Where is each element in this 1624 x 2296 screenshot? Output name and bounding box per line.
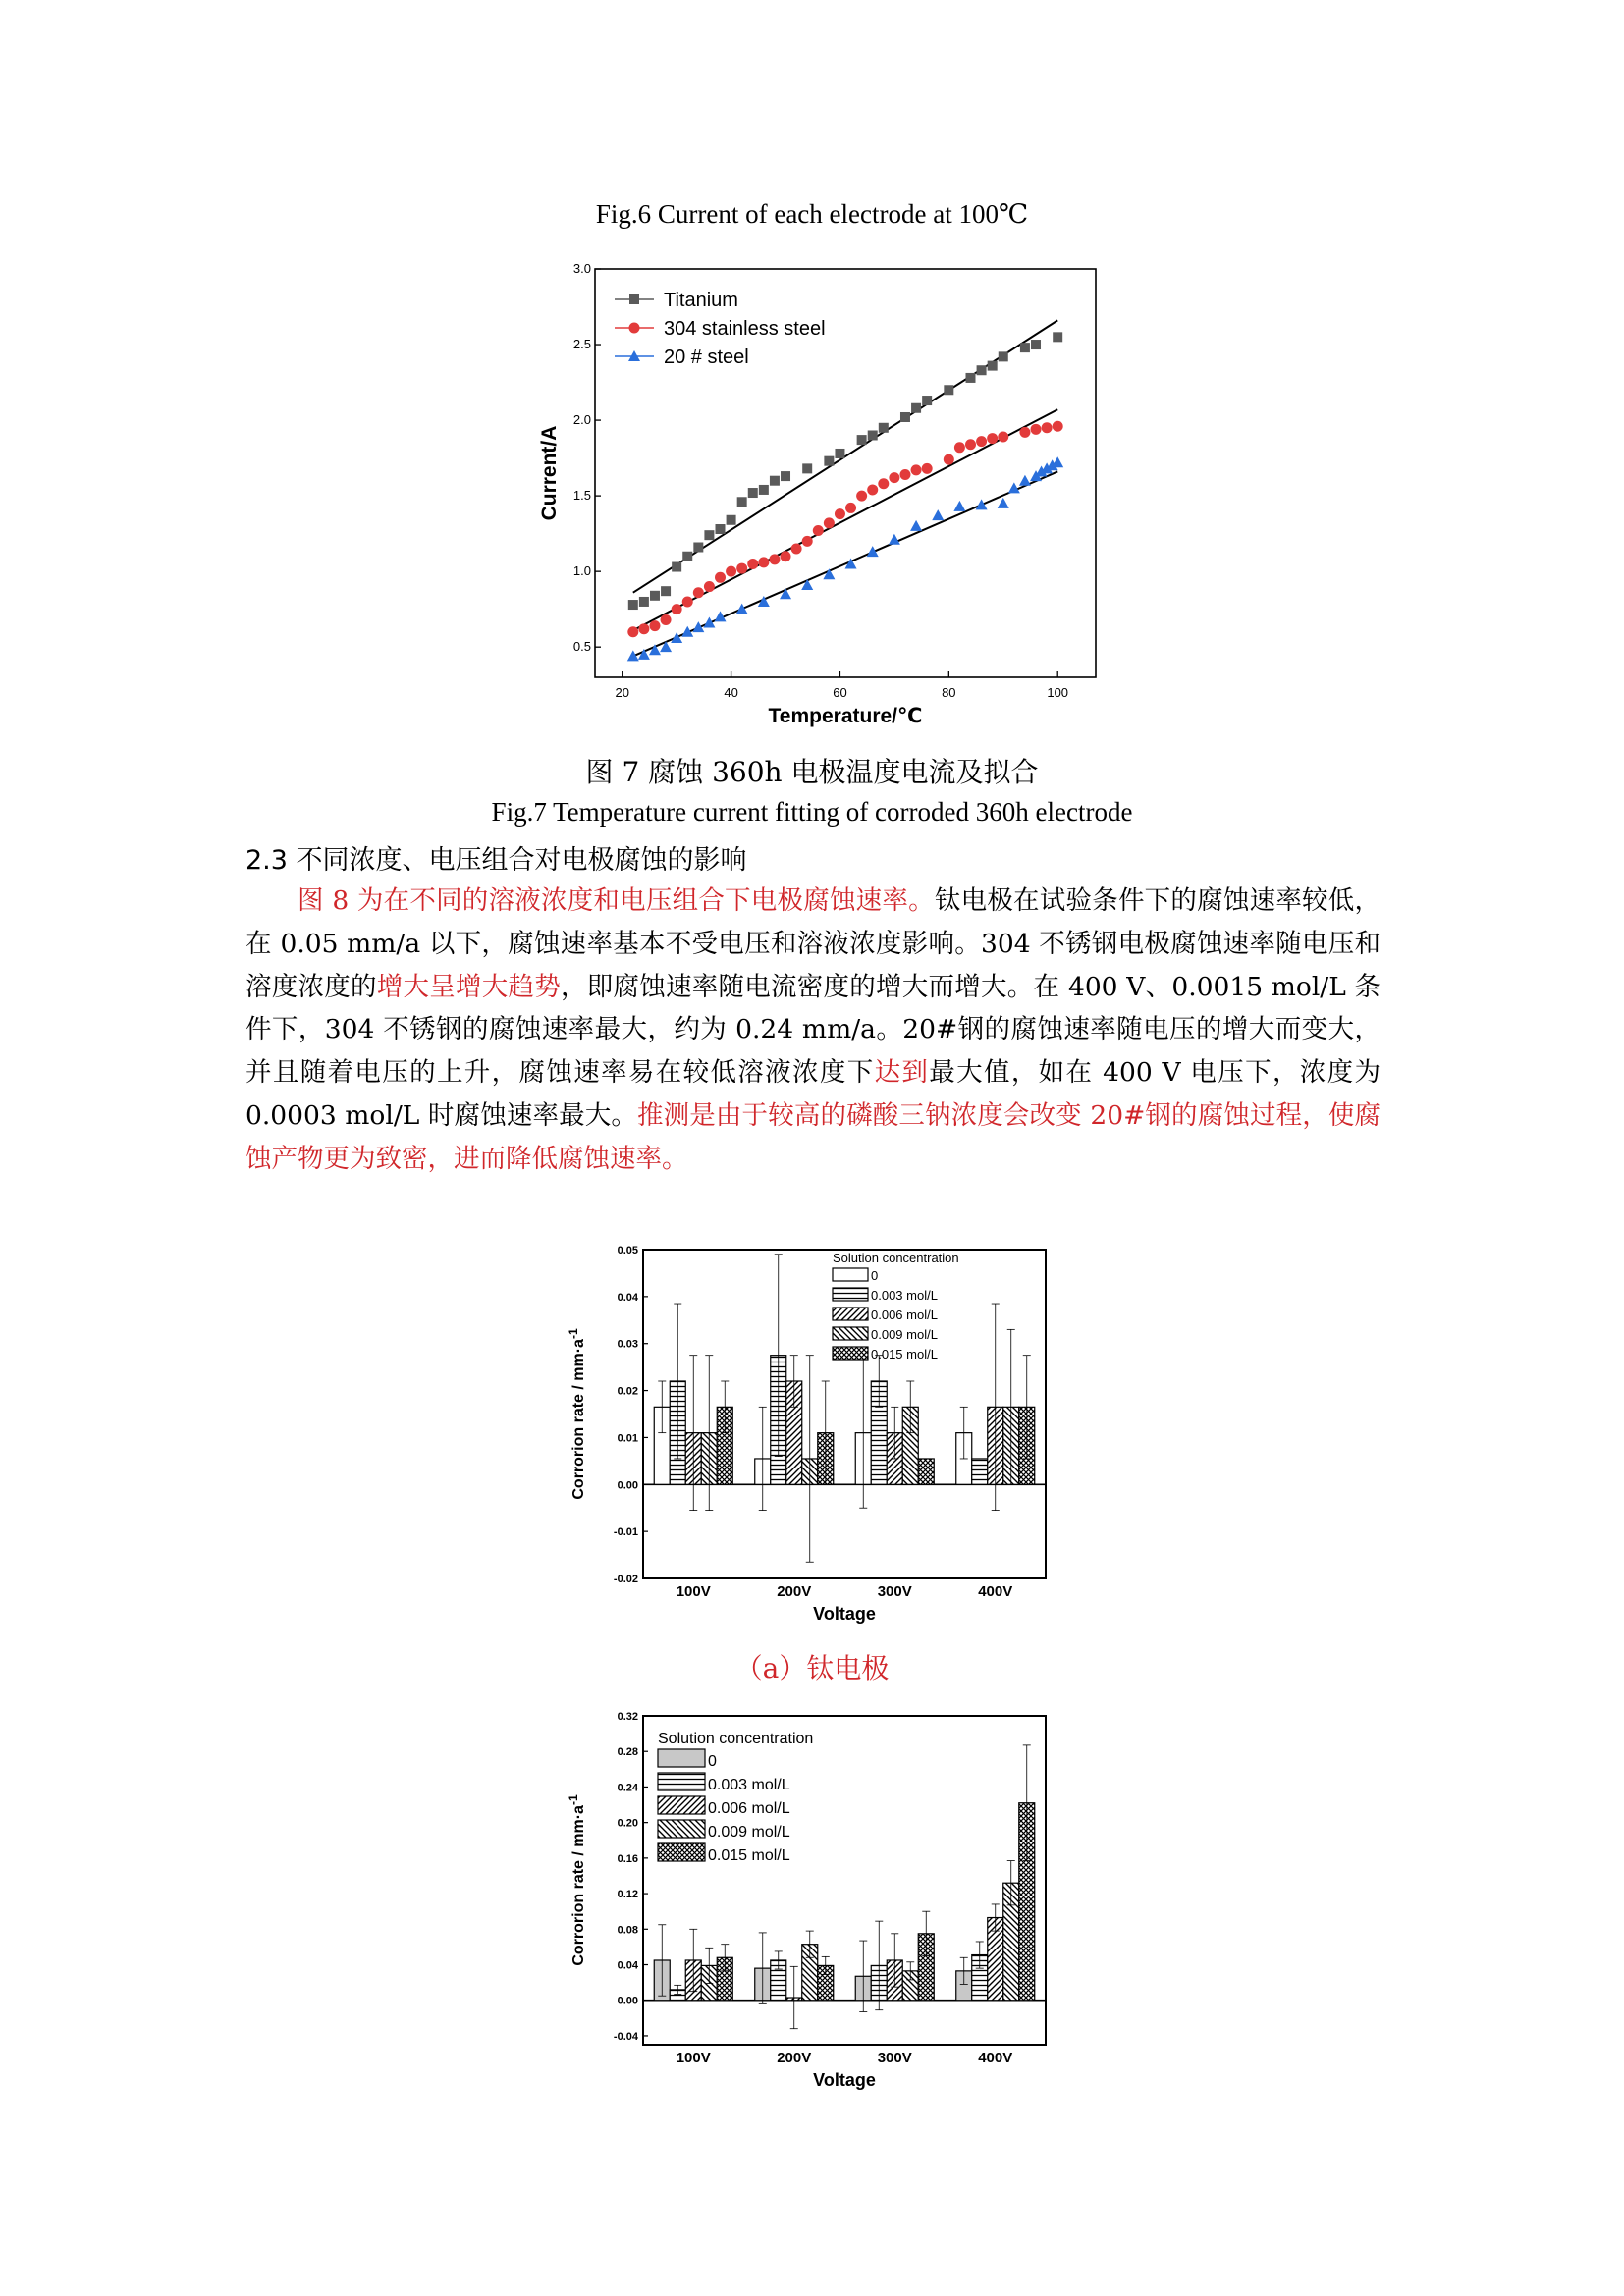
legend-swatch [658,1796,705,1814]
data-point [932,509,944,520]
data-point [671,632,682,643]
legend-swatch [833,1347,868,1360]
data-point [998,498,1009,508]
data-point [998,432,1008,443]
data-point [672,562,681,572]
x-tick-label: 80 [942,685,956,700]
legend-title: Solution concentration [658,1731,814,1747]
data-point [889,472,899,483]
legend-title: Solution concentration [833,1251,959,1265]
paragraph-segment: 增大呈增大趋势 [376,971,562,1002]
y-axis-label [567,1328,587,1500]
data-point [976,436,987,447]
paragraph-segment: 图 8 为在不同的溶液浓度和电压组合下电极腐蚀速率。 [298,885,935,916]
data-point [1020,343,1030,352]
data-point [682,596,693,607]
data-point [682,552,692,561]
data-point [758,557,769,567]
data-point [627,650,639,661]
fig7-caption-cn: 图 7 腐蚀 360h 电极温度电流及拟合 [585,756,1039,788]
data-point [1052,456,1063,467]
y-tick-label: 0.20 [617,1817,638,1830]
y-axis-label: Current/A [538,425,561,521]
legend-swatch [833,1288,868,1301]
y-tick-label: 0.03 [617,1338,638,1351]
data-point [899,469,910,480]
data-point [693,587,704,598]
data-point [629,323,640,334]
data-point [627,626,638,637]
data-point [878,478,889,489]
data-point [922,396,932,405]
paragraph-segment: 达到 [874,1057,930,1089]
y-tick-label: -0.02 [613,1574,638,1585]
data-point [639,597,649,607]
x-axis-label: Voltage [813,2070,876,2090]
x-category-label: 200V [777,2050,812,2066]
y-axis-label-text: Corrorion rate / mm·a [570,1805,587,1966]
data-point [629,294,639,304]
data-point [650,591,660,601]
legend-label: 0.003 mol/L [871,1288,938,1303]
x-category-label: 300V [877,1583,912,1600]
data-point [704,581,715,592]
data-point [977,365,987,375]
data-point [759,485,769,495]
data-point [661,614,672,625]
data-point [727,515,736,525]
y-tick-label: 0.05 [617,1245,638,1256]
data-point [1019,475,1031,486]
data-point [1031,340,1041,349]
y-tick-label: 1.5 [572,488,591,504]
x-category-label: 200V [777,1583,812,1600]
data-point [965,439,976,450]
bar [918,1459,934,1484]
x-tick-label: 20 [615,685,629,700]
fig8a-chart [560,1237,1070,1639]
y-tick-label: 2.5 [572,337,591,352]
data-point [672,604,682,614]
data-point [856,491,867,502]
legend-swatch [658,1843,705,1861]
y-tick-label: 0.01 [617,1432,638,1445]
y-tick-label: 3.0 [572,261,591,276]
x-tick-label: 40 [724,685,738,700]
y-tick-label: 0.24 [617,1782,638,1794]
y-tick-label: 0.08 [617,1924,638,1937]
data-point [802,536,813,547]
x-category-label: 100V [676,1583,711,1600]
data-point [910,520,922,531]
x-tick-label: 60 [833,685,847,700]
legend-label: 20 # steel [664,347,749,368]
legend-label: 0.009 mol/L [708,1824,790,1841]
x-category-label: 300V [877,2050,912,2066]
legend-label: 0.006 mol/L [871,1308,938,1322]
paragraph-segment: ，即腐蚀速率随电流密度的增大而增大。在 400 V、0.0015 mol/L 条件下，304 不锈钢的腐蚀速率最大，约为 0.24 mm/a。20#钢的腐蚀速率随电压的增大而变大，并且随着电压的上升，腐蚀速率易在较低溶液浓度下 [245,971,1381,1089]
legend-label: 304 stainless steel [664,318,826,340]
data-point [781,551,791,561]
data-point [922,463,933,474]
data-point [944,454,954,465]
data-point [987,433,998,444]
data-point [944,385,953,395]
fig7-chart [530,253,1119,744]
fig6-caption: Fig.6 Current of each electrode at 100℃ [595,199,1029,229]
paragraph-segment: 最大值，如在 400 V 电压下，浓度为 0.0003 mol/L 时腐蚀速率最大。 [245,1057,1381,1131]
legend-label: 0 [871,1268,879,1283]
fig8a-caption: （a）钛电极 [734,1652,890,1684]
data-point [1042,422,1053,433]
legend-swatch [658,1749,705,1767]
paragraph-segment: 钛电极在试验条件下的腐蚀速率较低，在 0.05 mm/a 以下，腐蚀速率基本不受电压和溶液浓度影响。304 不锈钢电极腐蚀速率随电压和溶度浓度的 [245,885,1380,1002]
data-point [801,579,813,590]
data-point [999,351,1008,361]
data-point [703,617,715,628]
x-category-label: 100V [676,2050,711,2066]
data-point [737,497,747,507]
y-tick-label: 0.28 [617,1746,638,1759]
series-triangle [627,456,1063,661]
x-category-label: 400V [978,2050,1013,2066]
legend-swatch [833,1268,868,1281]
x-axis-label: Voltage [813,1604,876,1624]
y-axis-label-sup: -1 [567,1794,580,1806]
data-point [693,542,703,552]
y-tick-label: 0.12 [617,1889,638,1901]
data-point [748,488,758,498]
data-point [845,503,856,513]
data-point [879,423,889,433]
data-point [966,373,976,383]
y-tick-label: 0.00 [617,1995,638,2007]
data-point [638,623,649,634]
data-point [868,430,878,440]
data-point [780,588,791,599]
data-point [736,604,748,614]
data-point [1031,424,1042,435]
data-point [857,435,867,445]
legend-label: 0 [708,1753,717,1770]
data-point [715,572,726,583]
legend-swatch [658,1820,705,1838]
legend-swatch [658,1773,705,1790]
data-point [1053,421,1063,432]
y-tick-label: 0.04 [617,1959,638,1972]
data-point [769,554,780,564]
data-point [770,476,780,486]
legend-label: 0.009 mol/L [871,1327,938,1342]
section-heading: 2.3 不同浓度、电压组合对电极腐蚀的影响 [245,845,747,876]
y-axis-label [567,1794,587,1966]
y-tick-label: 1.0 [572,563,591,579]
y-tick-label: 0.5 [572,639,591,655]
data-point [835,508,845,519]
legend-label: 0.015 mol/L [708,1847,790,1864]
y-tick-label: 2.0 [572,412,591,428]
fig7-caption-en: Fig.7 Temperature current fitting of corroded 360h electrode [491,797,1133,827]
legend-label: 0.003 mol/L [708,1777,790,1793]
data-point [791,544,802,555]
data-point [747,559,758,569]
bar [972,1459,988,1484]
data-point [954,442,965,453]
data-point [813,525,824,536]
data-point [661,586,671,596]
data-point [802,463,812,473]
data-point [736,563,747,574]
data-point [953,501,965,511]
data-point [704,530,714,540]
data-point [824,456,834,466]
x-category-label: 400V [978,1583,1013,1600]
y-tick-label: 0.02 [617,1385,638,1398]
fig8b-chart [560,1708,1070,2101]
data-point [1019,427,1030,438]
legend-label: Titanium [664,290,738,311]
x-axis-label: Temperature/℃ [768,705,923,727]
data-point [911,403,921,413]
data-point [716,524,726,534]
data-point [889,534,900,545]
y-tick-label: 0.00 [617,1479,638,1492]
y-tick-label: -0.01 [613,1526,638,1539]
y-tick-label: 0.04 [617,1291,638,1304]
data-point [900,412,910,422]
y-axis-label-sup: -1 [567,1328,580,1340]
data-point [649,620,660,631]
data-point [726,566,736,577]
y-axis-label-text: Corrorion rate / mm·a [570,1339,587,1500]
legend-swatch [833,1308,868,1320]
data-point [781,471,790,481]
x-tick-label: 100 [1047,685,1069,700]
legend-swatch [833,1327,868,1340]
y-tick-label: 0.32 [617,1711,638,1723]
data-point [988,361,998,371]
y-tick-label: -0.04 [613,2030,638,2043]
data-point [976,499,988,509]
series-circle [627,409,1062,637]
paragraph-segment: 推测是由于较高的磷酸三钠浓度会改变 20#钢的腐蚀过程，使腐蚀产物更为致密，进而降低腐蚀速率。 [245,1099,1381,1174]
body-paragraph [245,880,1380,1181]
data-point [1053,332,1062,342]
legend-label: 0.006 mol/L [708,1800,790,1817]
data-point [628,600,638,610]
data-point [835,449,844,458]
y-tick-label: 0.16 [617,1852,638,1865]
data-point [867,484,878,495]
legend-label: 0.015 mol/L [871,1347,938,1362]
data-point [824,517,835,528]
data-point [911,464,922,475]
